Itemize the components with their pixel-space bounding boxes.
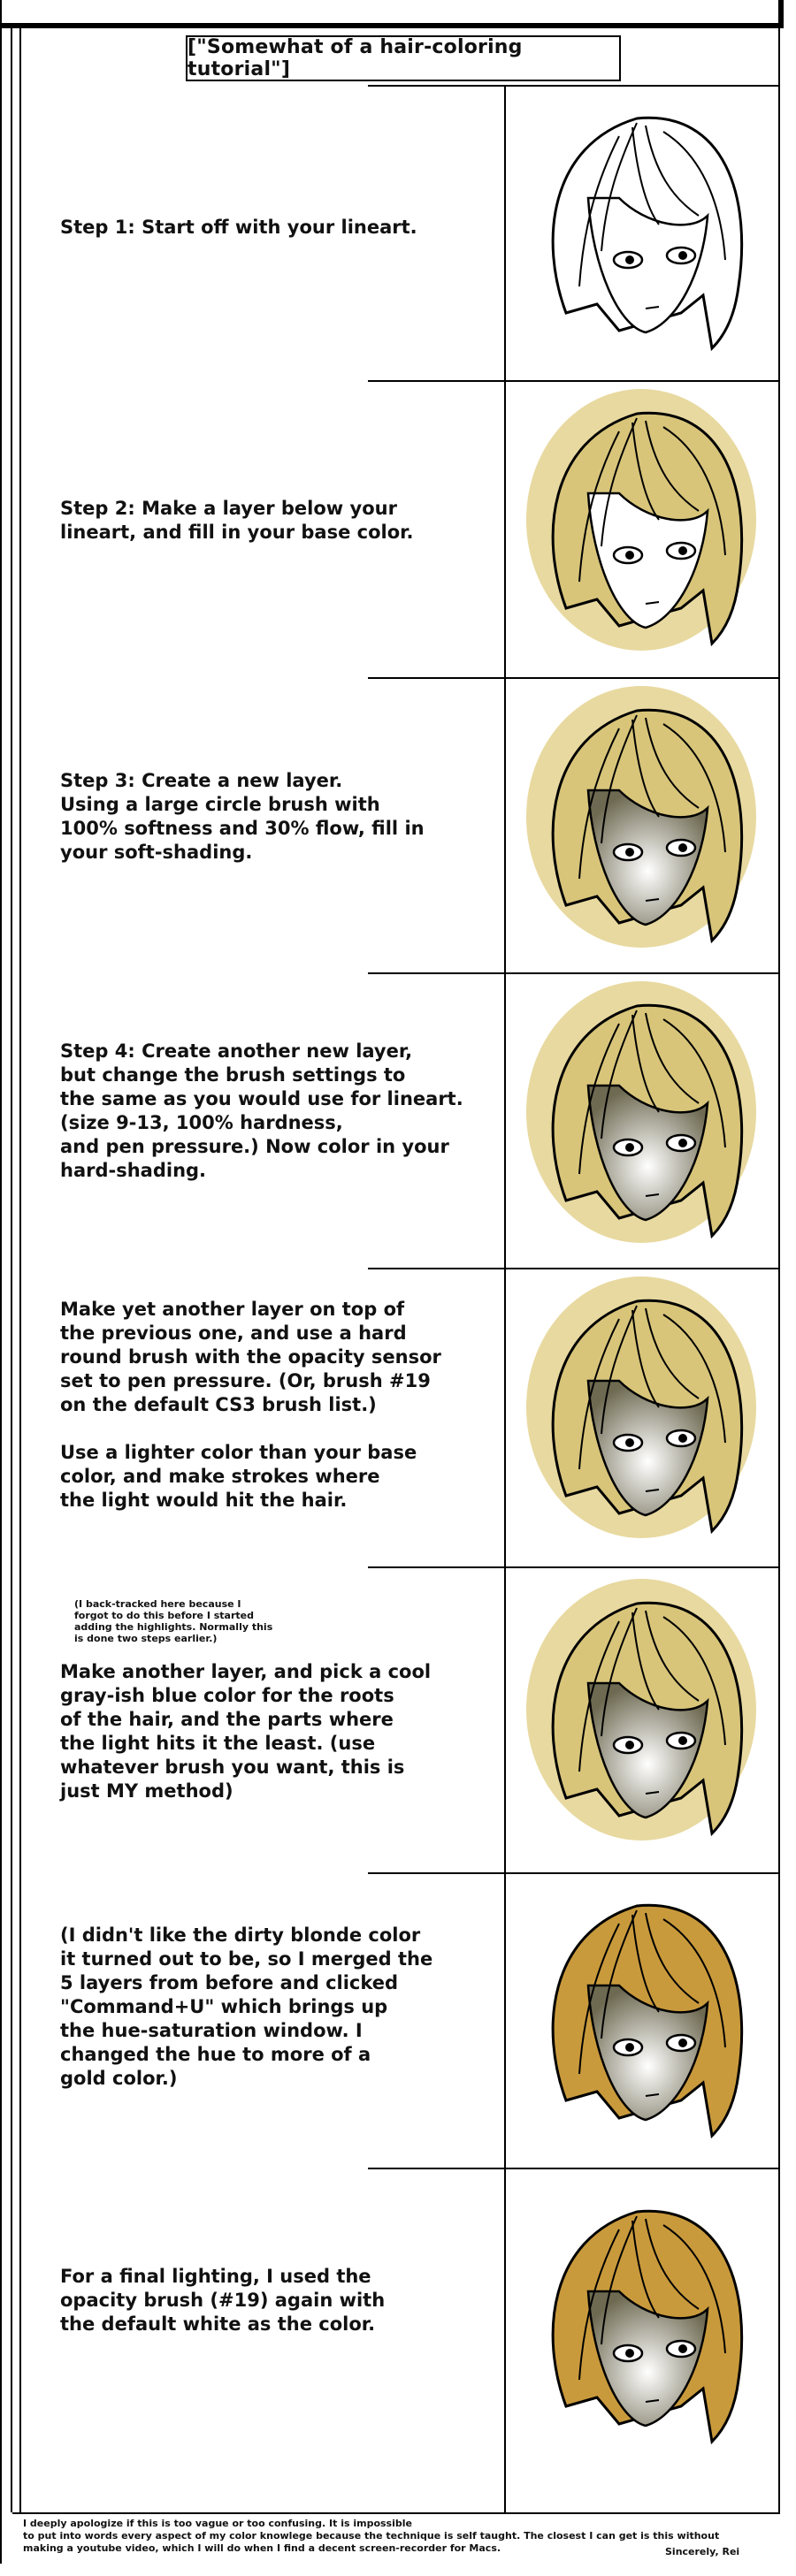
step-8-text: For a final lighting, I used the opacity brush (#19) again with the default white as the color. (60, 2266, 386, 2335)
pupil-shape (625, 551, 634, 560)
step-panel-6 (21, 1566, 778, 1872)
pupil-shape (678, 2039, 687, 2047)
step-2-text: Step 2: Make a layer below your lineart, and fill in your base color. (60, 498, 414, 543)
step-panel-2 (21, 380, 778, 677)
step-6-illustration (513, 1577, 769, 1860)
pupil-shape (625, 255, 634, 264)
step-panel-5 (21, 1268, 778, 1566)
step-5-illustration (513, 1275, 769, 1558)
top-frame-bar (0, 0, 778, 28)
frame-bottom-rule (12, 2512, 780, 2514)
signature: Sincerely, Rei (665, 2546, 740, 2557)
step-panel-7 (21, 1872, 778, 2168)
step-1-illustration (513, 92, 769, 375)
panel-divider (504, 1268, 506, 1566)
panel-divider (368, 972, 778, 974)
pupil-shape (678, 546, 687, 555)
step-panel-3 (21, 677, 778, 972)
step-8-illustration (513, 2185, 769, 2468)
pupil-shape (678, 2344, 687, 2353)
panel-divider (368, 1872, 778, 1874)
pupil-shape (625, 2043, 634, 2052)
step-panel-4 (21, 972, 778, 1268)
panel-divider (368, 1566, 778, 1568)
step-3-illustration (513, 684, 769, 967)
step-2-illustration (513, 387, 769, 670)
frame-left-rule (0, 0, 2, 2564)
pupil-shape (625, 848, 634, 857)
step-1-text: Step 1: Start off with your lineart. (60, 217, 417, 238)
tutorial-title: ["Somewhat of a hair-coloring tutorial"] (186, 35, 621, 81)
frame-left-rule (11, 28, 12, 2512)
pupil-shape (625, 1741, 634, 1749)
pupil-shape (678, 251, 687, 260)
panel-divider (504, 85, 506, 380)
panel-divider (504, 1566, 506, 1872)
footer-apology: I deeply apologize if this is too vague or too confusing. It is impossible to put into words every aspect of my color knowlege because the technique is self taught. The closest I can get is this without making a youtube video, which I will do when I find a decent screen-recorder for Macs. (23, 2518, 720, 2554)
frame-right-rule (778, 28, 780, 2512)
panel-divider (504, 677, 506, 972)
step-panel-8 (21, 2168, 778, 2512)
pupil-shape (625, 1438, 634, 1447)
frame-corner (778, 0, 784, 28)
pupil-shape (625, 2349, 634, 2358)
panel-divider (504, 972, 506, 1268)
pupil-shape (678, 1139, 687, 1147)
panel-divider (368, 85, 778, 87)
panel-divider (368, 1268, 778, 1269)
step-5-text: Make yet another layer on top of the previous one, and use a hard round brush with the opacity sensor set to pen pressure. (Or, brush #19 on the default CS3 brush list.) Use a lighter color than your base color, and make strokes where the light would hit the hair. (60, 1299, 441, 1511)
pupil-shape (678, 1434, 687, 1443)
step-panel-1 (21, 85, 778, 380)
step-6-text: Make another layer, and pick a cool gray-ish blue color for the roots of the hair, and the parts where the light hits it the least. (use whatever brush you want, this is just MY method) (60, 1661, 432, 1802)
pupil-shape (625, 1143, 634, 1152)
pupil-shape (678, 1736, 687, 1745)
pupil-shape (678, 843, 687, 852)
step-4-illustration (513, 979, 769, 1262)
panel-divider (504, 2168, 506, 2512)
panel-divider (368, 677, 778, 679)
panel-divider (368, 2168, 778, 2169)
step-7-illustration (513, 1879, 769, 2162)
panel-divider (504, 380, 506, 677)
step-6-note: (I back-tracked here because I forgot to do this before I started adding the highlights. Normally this is done two steps earlier.) (74, 1598, 273, 1644)
step-3-text: Step 3: Create a new layer. Using a large circle brush with 100% softness and 30% flow, fill in your soft-shading. (60, 770, 425, 863)
step-4-text: Step 4: Create another new layer, but change the brush settings to the same as you would use for lineart. (size 9-13, 100% hardness, and pen pressure.) Now color in your hard-shading. (60, 1040, 463, 1181)
step-7-text: (I didn't like the dirty blonde color it turned out to be, so I merged the 5 layers from before and clicked "Command+U" which brings up the hue-saturation window. I changed the hue to more of a gold color.) (60, 1924, 433, 2089)
panel-divider (368, 380, 778, 382)
panel-divider (504, 1872, 506, 2168)
